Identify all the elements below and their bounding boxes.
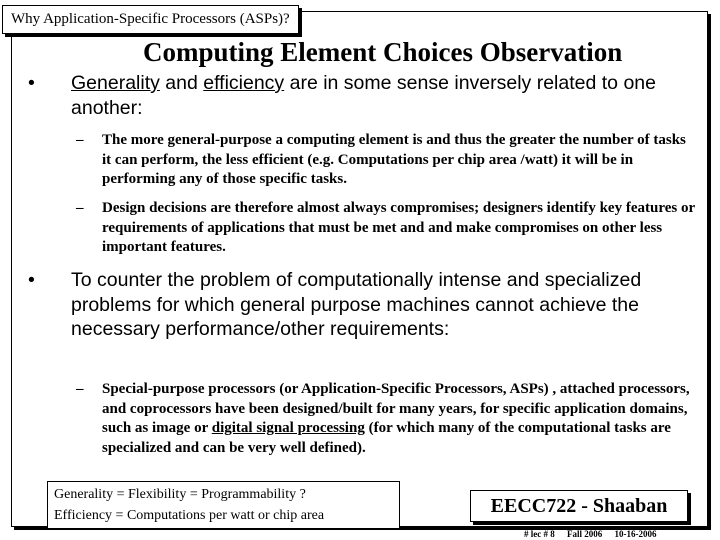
- term-digital-signal-processing: digital signal processing: [211, 420, 365, 436]
- bullet-text: [71, 71, 708, 120]
- generality-note-box: [47, 481, 400, 529]
- sub-bullet-general-purpose: [76, 131, 696, 190]
- bullet-counter-problem: [28, 268, 708, 342]
- bullet-generality-efficiency: [28, 71, 708, 120]
- note-line-efficiency: Efficiency = Computations per watt or chip area: [54, 508, 325, 523]
- sub-bullet-text: [102, 380, 696, 458]
- sub-bullet-text-post: (for which many of the computational tasks are specialized and can be very well defined).: [102, 420, 671, 456]
- topic-tab: Why Application-Specific Processors (ASPs)?: [2, 5, 299, 34]
- lecture-number: # lec # 8: [524, 529, 555, 539]
- sub-bullet-text: The more general-purpose a computing element is and thus the greater the number of tasks it can perform, the less efficient (e.g. Computations per chip area /watt) it will be in performing any of those specific tasks.: [102, 132, 686, 187]
- bullet-marker: •: [28, 269, 35, 291]
- dash-marker: –: [76, 200, 84, 216]
- sub-bullet-design-decisions: [76, 199, 696, 258]
- bullet-text-post: are in some sense inversely related to one another:: [71, 72, 656, 119]
- note-line-generality: Generality = Flexibility = Programmability ?: [54, 487, 306, 502]
- slide-title: Computing Element Choices Observation: [143, 37, 623, 67]
- sub-bullet-text-pre: Special-purpose processors (or Application-Specific Processors, ASPs) , attached processors, and coprocessors have been designed/built for many years, for specific application domains, such as image or: [102, 381, 690, 436]
- sub-bullet-special-purpose: [76, 380, 696, 458]
- term-generality: Generality: [71, 72, 160, 94]
- date-label: 10-16-2006: [614, 529, 657, 539]
- term-efficiency: efficiency: [203, 72, 285, 94]
- sub-bullet-text: Design decisions are therefore almost always compromises; designers identify key features or requirements of applications that must be met and and make compromises on other less important features.: [102, 200, 695, 255]
- bullet-text: To counter the problem of computationally intense and specialized problems for which general purpose machines cannot achieve the necessary performance/other requirements:: [71, 269, 642, 340]
- bullet-text-mid: and: [159, 72, 204, 94]
- bullet-marker: •: [28, 72, 35, 94]
- dash-marker: –: [76, 381, 84, 397]
- dash-marker: –: [76, 132, 84, 148]
- slide-footer: [524, 529, 667, 539]
- term-label: Fall 2006: [567, 529, 603, 539]
- course-label: EECC722 - Shaaban: [470, 490, 688, 522]
